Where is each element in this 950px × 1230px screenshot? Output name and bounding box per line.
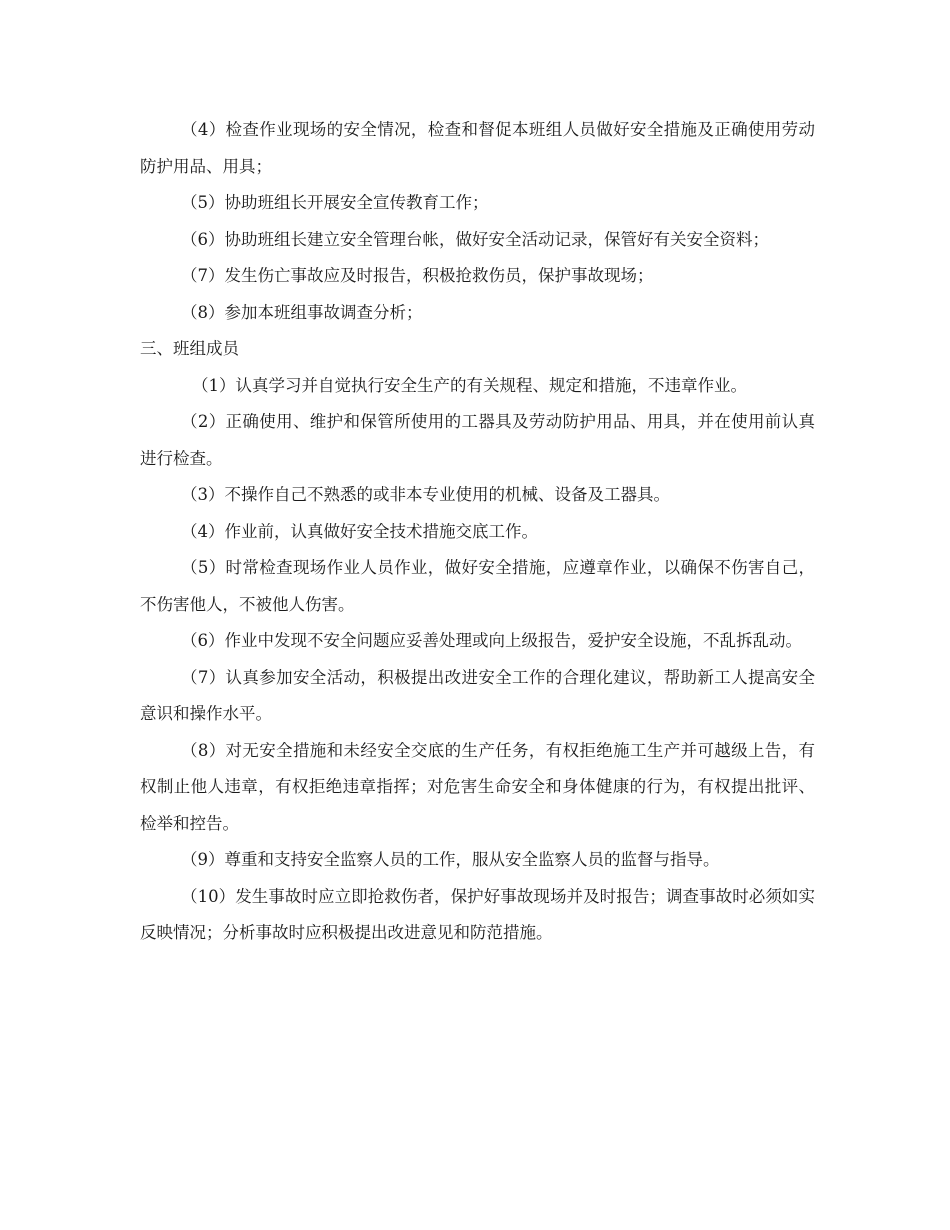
document-body	[140, 112, 815, 952]
member-item-6: （6）作业中发现不安全问题应妥善处理或向上级报告，爱护安全设施，不乱拆乱动。	[181, 631, 802, 650]
paragraph-item-5: （5）协助班组长开展安全宣传教育工作；	[181, 193, 489, 212]
member-item-2: （2）正确使用、维护和保管所使用的工器具及劳动防护用品、用具，并在使用前认真进行检查。	[140, 412, 815, 468]
member-item-8: （8）对无安全措施和未经安全交底的生产任务，有权拒绝施工生产并可越级上告，有权制止他人违章，有权拒绝违章指挥；对危害生命安全和身体健康的行为，有权提出批评、检举和控告。	[140, 740, 815, 833]
paragraph-item-8: （8）参加本班组事故调查分析；	[181, 302, 423, 322]
paragraph-item-7: （7）发生伤亡事故应及时报告，积极抢救伤员，保护事故现场；	[181, 266, 654, 285]
member-item-4: （4）作业前，认真做好安全技术措施交底工作。	[181, 521, 538, 541]
member-item-10: （10）发生事故时应立即抢救伤者，保护好事故现场并及时报告；调查事故时必须如实反映情况；分析事故时应积极提出改进意见和防范措施。	[140, 886, 815, 942]
section-heading: 三、班组成员	[140, 339, 239, 358]
member-item-5: （5）时常检查现场作业人员作业，做好安全措施，应遵章作业，以确保不伤害自己，不伤害他人，不被他人伤害。	[140, 558, 815, 614]
member-item-9: （9）尊重和支持安全监察人员的工作，服从安全监察人员的监督与指导。	[181, 850, 720, 869]
paragraph-item-6: （6）协助班组长建立安全管理台帐，做好安全活动记录，保管好有关安全资料；	[181, 229, 769, 249]
member-item-1: （1）认真学习并自觉执行安全生产的有关规程、规定和措施，不违章作业。	[192, 375, 747, 395]
paragraph-item-4: （4）检查作业现场的安全情况，检查和督促本班组人员做好安全措施及正确使用劳动防护用品、用具；	[140, 120, 815, 176]
member-item-7: （7）认真参加安全活动，积极提出改进安全工作的合理化建议，帮助新工人提高安全意识和操作水平。	[140, 667, 815, 723]
member-item-3: （3）不操作自己不熟悉的或非本专业使用的机械、设备及工器具。	[181, 485, 670, 504]
